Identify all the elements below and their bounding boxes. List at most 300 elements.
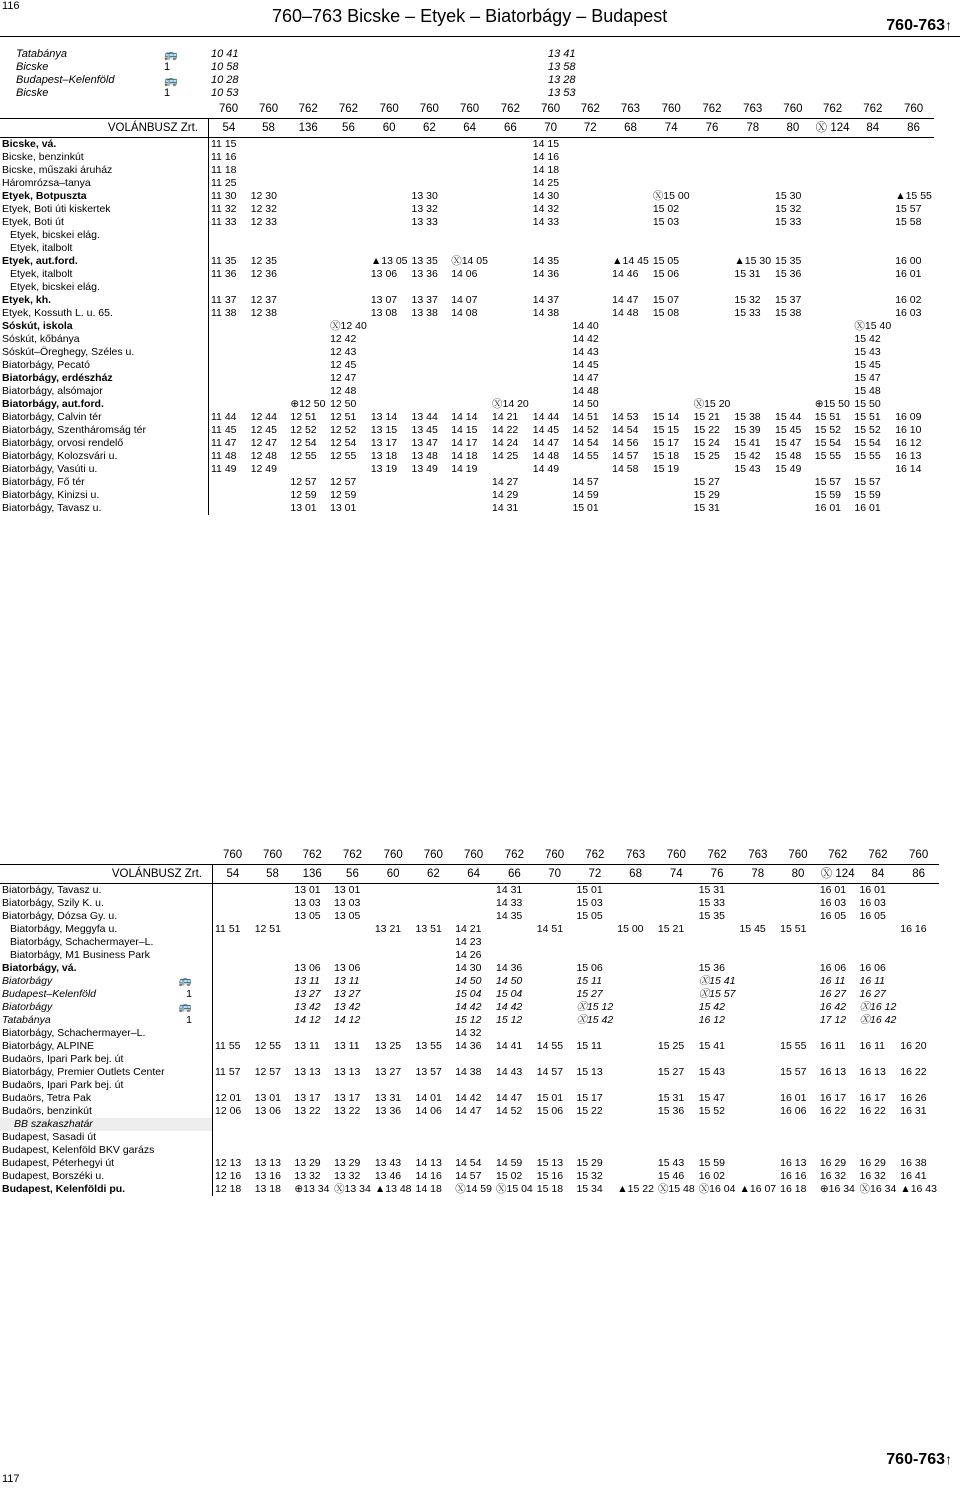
- departure-time: [692, 307, 733, 320]
- departure-time: [737, 1105, 778, 1118]
- departure-time: [288, 255, 328, 268]
- departure-time: [288, 320, 328, 333]
- station-name: Biatorbágy, Vasúti u.: [0, 463, 209, 476]
- line-number: 760: [213, 846, 253, 865]
- train-line-icon: 1: [186, 1014, 192, 1026]
- header-rule: [0, 36, 960, 37]
- run-number: 68: [610, 119, 651, 138]
- departure-time: 15 51: [854, 411, 881, 423]
- departure-time: 11 49: [211, 463, 237, 475]
- departure-time: [531, 320, 571, 333]
- departure-time: [651, 398, 692, 411]
- station-name: Bicske, műszaki áruház: [0, 164, 209, 177]
- station-name: Biatorbágy, Fő tér: [0, 476, 209, 489]
- departure-time: 16 42: [819, 1001, 847, 1013]
- departure-time: [414, 1144, 454, 1157]
- departure-time: [813, 307, 853, 320]
- departure-time: 11 55: [215, 1040, 241, 1052]
- departure-time: 14 22: [491, 424, 519, 436]
- departure-time: 14 16: [532, 151, 560, 163]
- connection-time: 13 58: [548, 61, 576, 73]
- departure-time: [773, 359, 813, 372]
- departure-time: [737, 1131, 778, 1144]
- departure-time: 13 14: [370, 411, 398, 423]
- departure-time: [213, 910, 253, 923]
- station-name: Biatorbágy, Tavasz u.: [0, 884, 213, 898]
- table-row: [0, 1183, 939, 1196]
- departure-time: 15 31: [698, 884, 725, 896]
- departure-time: [732, 216, 773, 229]
- departure-time: [697, 949, 738, 962]
- station-name: Budapest, Péterhegyi út: [0, 1157, 213, 1170]
- route-code-bottom: [886, 1451, 952, 1469]
- departure-time: [570, 268, 610, 281]
- departure-time: 13 35: [411, 255, 438, 267]
- departure-time: [615, 1079, 656, 1092]
- departure-time: [369, 372, 410, 385]
- departure-time: [737, 1170, 778, 1183]
- departure-time: 15 04: [455, 988, 482, 1000]
- departure-time: [732, 385, 773, 398]
- departure-time: [213, 1131, 253, 1144]
- departure-time: [732, 359, 773, 372]
- departure-time: [778, 936, 818, 949]
- table-row: [0, 138, 934, 152]
- departure-time: [732, 242, 773, 255]
- departure-time: 16 10: [895, 424, 922, 436]
- table-row: [0, 281, 934, 294]
- departure-time: 15 31: [657, 1092, 685, 1104]
- departure-time: [494, 936, 535, 949]
- run-number: 66: [494, 865, 535, 884]
- departure-time: [651, 164, 692, 177]
- departure-time: [369, 229, 410, 242]
- run-number: 76: [697, 865, 738, 884]
- departure-time: [610, 320, 651, 333]
- departure-time: [249, 333, 289, 346]
- departure-time: 15 24: [693, 437, 720, 449]
- departure-time: [449, 242, 490, 255]
- departure-time: 16 03: [819, 897, 847, 909]
- departure-time: [813, 385, 853, 398]
- departure-time: [373, 884, 414, 898]
- line-number: 762: [288, 100, 328, 119]
- departure-time: [373, 949, 414, 962]
- departure-time: [852, 307, 893, 320]
- departure-time: 16 00: [895, 255, 922, 267]
- station-name: Biatorbágy, erdészház: [0, 372, 209, 385]
- departure-time: [253, 1144, 293, 1157]
- departure-time: 16 01: [780, 1092, 807, 1104]
- departure-time: 16 11: [819, 1040, 846, 1052]
- departure-time: 15 45: [854, 359, 881, 371]
- departure-time: ▲13 05: [370, 255, 408, 267]
- departure-time: [449, 190, 490, 203]
- departure-time: [249, 229, 289, 242]
- departure-time: [535, 975, 575, 988]
- departure-time: 14 38: [532, 307, 560, 319]
- departure-time: [249, 242, 289, 255]
- departure-time: [249, 346, 289, 359]
- departure-time: 11 36: [211, 268, 237, 280]
- departure-time: 12 59: [290, 489, 317, 501]
- departure-time: 14 42: [455, 1092, 482, 1104]
- departure-time: 15 57: [854, 476, 881, 488]
- departure-time: [570, 255, 610, 268]
- departure-time: 13 08: [370, 307, 398, 319]
- departure-time: [898, 1014, 939, 1027]
- departure-time: 15 59: [854, 489, 881, 501]
- table-row: [0, 229, 934, 242]
- departure-time: 11 16: [211, 151, 237, 163]
- departure-time: [414, 988, 454, 1001]
- departure-time: [531, 489, 571, 502]
- departure-time: [574, 1118, 615, 1131]
- departure-time: 15 57: [780, 1066, 807, 1078]
- departure-time: [737, 1053, 778, 1066]
- departure-time: [288, 242, 328, 255]
- departure-time: [615, 988, 656, 1001]
- departure-time: [651, 320, 692, 333]
- departure-time: 12 55: [290, 450, 317, 462]
- departure-time: 15 50: [854, 398, 881, 410]
- departure-time: Ⓧ12 40: [330, 320, 367, 332]
- table-row: [0, 988, 939, 1001]
- departure-time: [490, 333, 531, 346]
- departure-time: [490, 385, 531, 398]
- departure-time: 13 27: [334, 988, 361, 1000]
- station-name: Biatorbágy 🚌: [0, 975, 213, 988]
- station-name: Biatorbágy, Pecató: [0, 359, 209, 372]
- departure-time: [818, 1027, 858, 1040]
- departure-time: [737, 1157, 778, 1170]
- timetable-section-2: [0, 846, 939, 1196]
- departure-time: [818, 1118, 858, 1131]
- departure-time: [773, 502, 813, 515]
- departure-time: [414, 1131, 454, 1144]
- table-row: [0, 177, 934, 190]
- departure-time: [773, 138, 813, 152]
- departure-time: 13 01: [254, 1092, 281, 1104]
- departure-time: [610, 151, 651, 164]
- departure-time: [615, 1105, 656, 1118]
- departure-time: [373, 988, 414, 1001]
- departure-time: [737, 1118, 778, 1131]
- departure-time: [692, 151, 733, 164]
- line-number: 762: [813, 100, 853, 119]
- line-number: 763: [610, 100, 651, 119]
- departure-time: 14 47: [572, 372, 599, 384]
- station-name: Biatorbágy, Schachermayer–L.: [0, 1027, 213, 1040]
- departure-time: 16 17: [859, 1092, 886, 1104]
- station-name: Budaörs, Ipari Park bej. út: [0, 1053, 213, 1066]
- departure-time: [813, 138, 853, 152]
- departure-time: [610, 502, 651, 515]
- departure-time: [410, 177, 450, 190]
- run-number: 84: [858, 865, 899, 884]
- departure-time: 13 49: [411, 463, 438, 475]
- departure-time: [449, 385, 490, 398]
- departure-time: [288, 463, 328, 476]
- station-name: Biatorbágy, Schachermayer–L.: [0, 936, 213, 949]
- departure-time: [414, 962, 454, 975]
- departure-time: [858, 1131, 899, 1144]
- departure-time: [213, 949, 253, 962]
- station-name: Biatorbágy, Szentháromság tér: [0, 424, 209, 437]
- station-name: Biatorbágy, Szily K. u.: [0, 897, 213, 910]
- departure-time: [410, 138, 450, 152]
- departure-time: [610, 359, 651, 372]
- line-number: 762: [332, 846, 373, 865]
- departure-time: 16 11: [819, 975, 846, 987]
- arrow-up-icon: ↑: [945, 17, 952, 33]
- departure-time: [373, 936, 414, 949]
- departure-time: 13 37: [411, 294, 438, 306]
- departure-time: 11 38: [211, 307, 237, 319]
- departure-time: [692, 463, 733, 476]
- departure-time: 12 38: [250, 307, 277, 319]
- route-code-text: 760-763: [886, 1451, 945, 1468]
- station-name: Biatorbágy, Tavasz u.: [0, 502, 209, 515]
- departure-time: 15 41: [734, 437, 761, 449]
- table-row: [0, 463, 934, 476]
- departure-time: [858, 1118, 899, 1131]
- table-row: [0, 411, 934, 424]
- table-row: [0, 1053, 939, 1066]
- departure-time: 16 03: [859, 897, 886, 909]
- departure-time: 12 18: [215, 1183, 242, 1195]
- line-number: 760: [449, 100, 490, 119]
- departure-time: [893, 502, 934, 515]
- departure-time: 13 47: [411, 437, 438, 449]
- departure-time: 12 32: [250, 203, 277, 215]
- departure-time: [531, 333, 571, 346]
- run-number: 86: [898, 865, 939, 884]
- departure-time: 16 13: [819, 1066, 847, 1078]
- departure-time: [410, 333, 450, 346]
- departure-time: [818, 1079, 858, 1092]
- departure-time: [369, 138, 410, 152]
- departure-time: 14 29: [491, 489, 519, 501]
- departure-time: 14 45: [572, 359, 599, 371]
- departure-time: 14 13: [415, 1157, 442, 1169]
- station-name: Budaörs, Ipari Park bej. út: [0, 1079, 213, 1092]
- departure-time: 12 45: [250, 424, 277, 436]
- station-name: Sóskút–Öreghegy, Széles u.: [0, 346, 209, 359]
- station-name: Budapest, Kelenföld BKV garázs: [0, 1144, 213, 1157]
- station-name: Tatabánya 1: [0, 1014, 213, 1027]
- departure-time: [893, 333, 934, 346]
- table-row: [0, 949, 939, 962]
- departure-time: [209, 372, 249, 385]
- departure-time: Ⓧ15 41: [698, 975, 736, 987]
- departure-time: 15 57: [895, 203, 922, 215]
- departure-time: [656, 949, 697, 962]
- departure-time: 13 57: [415, 1066, 442, 1078]
- departure-time: 15 51: [780, 923, 807, 935]
- departure-time: 13 13: [334, 1066, 361, 1078]
- departure-time: [453, 1144, 494, 1157]
- departure-time: [898, 1053, 939, 1066]
- line-number: 762: [818, 846, 858, 865]
- departure-time: [656, 1144, 697, 1157]
- departure-time: 14 25: [532, 177, 560, 189]
- departure-time: 14 25: [491, 450, 519, 462]
- departure-time: 14 43: [572, 346, 599, 358]
- departure-time: [570, 463, 610, 476]
- departure-time: 13 48: [411, 450, 438, 462]
- departure-time: [651, 489, 692, 502]
- departure-time: 13 32: [294, 1170, 321, 1182]
- departure-time: [697, 1079, 738, 1092]
- departure-time: 14 19: [451, 463, 478, 475]
- table-row: [0, 910, 939, 923]
- departure-time: [813, 359, 853, 372]
- departure-time: 16 06: [819, 962, 847, 974]
- departure-time: [692, 385, 733, 398]
- departure-time: [773, 372, 813, 385]
- departure-time: [570, 294, 610, 307]
- station-name: Budapest, Borszéki u.: [0, 1170, 213, 1183]
- departure-time: [615, 910, 656, 923]
- departure-time: 14 55: [536, 1040, 564, 1052]
- departure-time: [449, 281, 490, 294]
- departure-time: [213, 897, 253, 910]
- departure-time: [288, 138, 328, 152]
- departure-time: 13 16: [254, 1170, 281, 1182]
- departure-time: [813, 281, 853, 294]
- departure-time: 15 25: [657, 1040, 685, 1052]
- departure-time: ⊕12 50: [290, 398, 326, 410]
- departure-time: [651, 229, 692, 242]
- departure-time: 16 32: [859, 1170, 886, 1182]
- departure-time: 14 51: [536, 923, 564, 935]
- departure-time: ⊕13 34: [294, 1183, 330, 1195]
- station-name: Biatorbágy, M1 Business Park: [0, 949, 213, 962]
- departure-time: [570, 229, 610, 242]
- departure-time: [253, 949, 293, 962]
- departure-time: 13 17: [334, 1092, 361, 1104]
- departure-time: 15 48: [775, 450, 802, 462]
- departure-time: 14 42: [572, 333, 599, 345]
- departure-time: 13 17: [294, 1092, 321, 1104]
- line-number: 762: [852, 100, 893, 119]
- run-number: 72: [574, 865, 615, 884]
- departure-time: [494, 1053, 535, 1066]
- departure-time: Ⓧ16 34: [859, 1183, 897, 1195]
- departure-time: [531, 242, 571, 255]
- line-number: 762: [570, 100, 610, 119]
- departure-time: 15 42: [854, 333, 881, 345]
- departure-time: 12 48: [250, 450, 277, 462]
- departure-time: Ⓧ15 00: [652, 190, 690, 202]
- line-number-row: [0, 100, 934, 119]
- departure-time: [656, 1001, 697, 1014]
- departure-time: 12 57: [330, 476, 357, 488]
- departure-time: [813, 190, 853, 203]
- departure-time: [656, 936, 697, 949]
- departure-time: [490, 190, 531, 203]
- departure-time: Ⓧ15 48: [657, 1183, 695, 1195]
- departure-time: [778, 1001, 818, 1014]
- departure-time: [692, 333, 733, 346]
- departure-time: [332, 923, 373, 936]
- arrow-up-icon: ↑: [945, 1451, 952, 1467]
- departure-time: 14 59: [572, 489, 599, 501]
- table-row: [0, 307, 934, 320]
- departure-time: [213, 936, 253, 949]
- departure-time: [535, 897, 575, 910]
- departure-time: 13 05: [294, 910, 321, 922]
- departure-time: 15 29: [693, 489, 720, 501]
- table-row: [0, 333, 934, 346]
- departure-time: 13 01: [290, 502, 317, 514]
- departure-time: [852, 463, 893, 476]
- departure-time: 12 06: [215, 1105, 242, 1117]
- departure-time: [737, 1014, 778, 1027]
- departure-time: [732, 203, 773, 216]
- departure-time: Ⓧ15 20: [693, 398, 731, 410]
- departure-time: [410, 320, 450, 333]
- departure-time: 16 41: [900, 1170, 927, 1182]
- departure-time: [656, 884, 697, 898]
- departure-time: [651, 151, 692, 164]
- departure-time: [490, 164, 531, 177]
- departure-time: [732, 138, 773, 152]
- line-number: 762: [494, 846, 535, 865]
- departure-time: 14 54: [572, 437, 599, 449]
- departure-time: [410, 489, 450, 502]
- departure-time: [732, 320, 773, 333]
- departure-time: 15 22: [693, 424, 720, 436]
- run-number: 80: [778, 865, 818, 884]
- departure-time: [656, 1027, 697, 1040]
- departure-time: 12 51: [254, 923, 281, 935]
- departure-time: [249, 502, 289, 515]
- departure-time: [852, 190, 893, 203]
- departure-time: [697, 1144, 738, 1157]
- departure-time: [656, 1131, 697, 1144]
- departure-time: [852, 242, 893, 255]
- departure-time: [778, 1144, 818, 1157]
- departure-time: [732, 229, 773, 242]
- departure-time: 11 15: [211, 138, 237, 150]
- departure-time: [570, 177, 610, 190]
- departure-time: [414, 936, 454, 949]
- departure-time: 15 18: [652, 450, 680, 462]
- line-number: 763: [732, 100, 773, 119]
- departure-time: [369, 281, 410, 294]
- departure-time: [369, 216, 410, 229]
- departure-time: [369, 398, 410, 411]
- departure-time: 13 44: [411, 411, 438, 423]
- departure-time: [332, 1027, 373, 1040]
- station-name: Budaörs, Tetra Pak: [0, 1092, 213, 1105]
- departure-time: [773, 476, 813, 489]
- departure-time: [852, 255, 893, 268]
- departure-time: 11 33: [211, 216, 237, 228]
- departure-time: [898, 884, 939, 898]
- departure-time: ▲15 55: [895, 190, 932, 202]
- departure-time: 14 27: [491, 476, 519, 488]
- departure-time: 15 22: [576, 1105, 603, 1117]
- bus-icon: 🚌: [178, 975, 192, 987]
- departure-time: 14 54: [612, 424, 639, 436]
- departure-time: [213, 988, 253, 1001]
- run-number-row: [0, 865, 939, 884]
- departure-time: [369, 476, 410, 489]
- departure-time: [410, 398, 450, 411]
